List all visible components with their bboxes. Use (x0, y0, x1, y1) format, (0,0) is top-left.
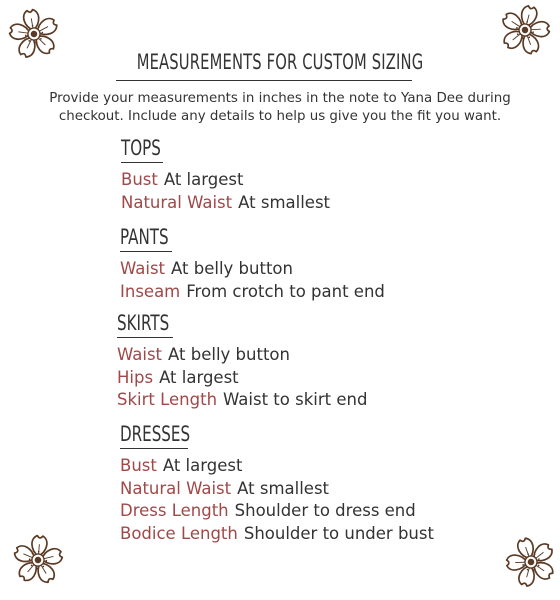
flower-icon (6, 6, 62, 62)
measurement-row (120, 281, 385, 304)
section-title: DRESSES (120, 422, 191, 446)
measurement-row (117, 367, 367, 390)
section-dresses (120, 422, 434, 545)
section-pants (120, 225, 385, 303)
measurement-desc: At largest (162, 456, 243, 475)
measurement-desc: At smallest (238, 192, 331, 212)
measurement-term: Waist (117, 345, 163, 364)
measurement-row (120, 258, 385, 281)
section-title: TOPS (121, 136, 161, 160)
measurement-term: Natural Waist (121, 192, 233, 212)
measurement-row (120, 523, 434, 546)
measurement-desc: At smallest (237, 478, 330, 498)
measurement-desc: At belly button (171, 259, 293, 278)
measurement-term: Skirt Length (117, 390, 218, 409)
section-tops (121, 136, 330, 214)
measurement-term: Inseam (120, 281, 181, 301)
section-title: PANTS (120, 225, 169, 249)
flower-icon (503, 534, 559, 590)
measurement-row (120, 455, 434, 478)
intro-line: checkout. Include any details to help us give you the fit you want. (58, 109, 502, 124)
measurement-term: Natural Waist (120, 478, 232, 498)
title-underline (116, 80, 412, 81)
section-skirts (117, 311, 367, 412)
measurement-term: Hips (117, 367, 154, 387)
measurement-desc: At largest (159, 367, 239, 387)
measurement-row (120, 478, 434, 501)
measurement-desc: Waist to skirt end (223, 390, 368, 409)
measurement-desc: At largest (163, 170, 244, 189)
section-title: SKIRTS (117, 311, 170, 335)
measurement-desc: Shoulder to dress end (234, 501, 416, 520)
page-title: MEASUREMENTS FOR CUSTOM SIZING (136, 50, 424, 74)
flower-icon (10, 532, 66, 588)
flower-icon (497, 2, 553, 58)
measurement-row (121, 169, 330, 192)
measurement-term: Waist (120, 259, 166, 278)
measurement-term: Bust (121, 170, 158, 189)
measurement-desc: Shoulder to under bust (243, 523, 434, 543)
measurement-term: Dress Length (120, 501, 229, 520)
intro-text (20, 90, 540, 126)
intro-line: Provide your measurements in inches in the note to Yana Dee during (49, 91, 511, 106)
measurement-term: Bust (120, 456, 157, 475)
measurement-row (121, 192, 330, 215)
measurement-row (117, 344, 367, 367)
measurement-desc: At belly button (168, 345, 290, 364)
measurement-row (120, 500, 434, 523)
measurement-term: Bodice Length (120, 523, 238, 543)
measurement-desc: From crotch to pant end (186, 281, 385, 301)
measurement-row (117, 389, 367, 412)
